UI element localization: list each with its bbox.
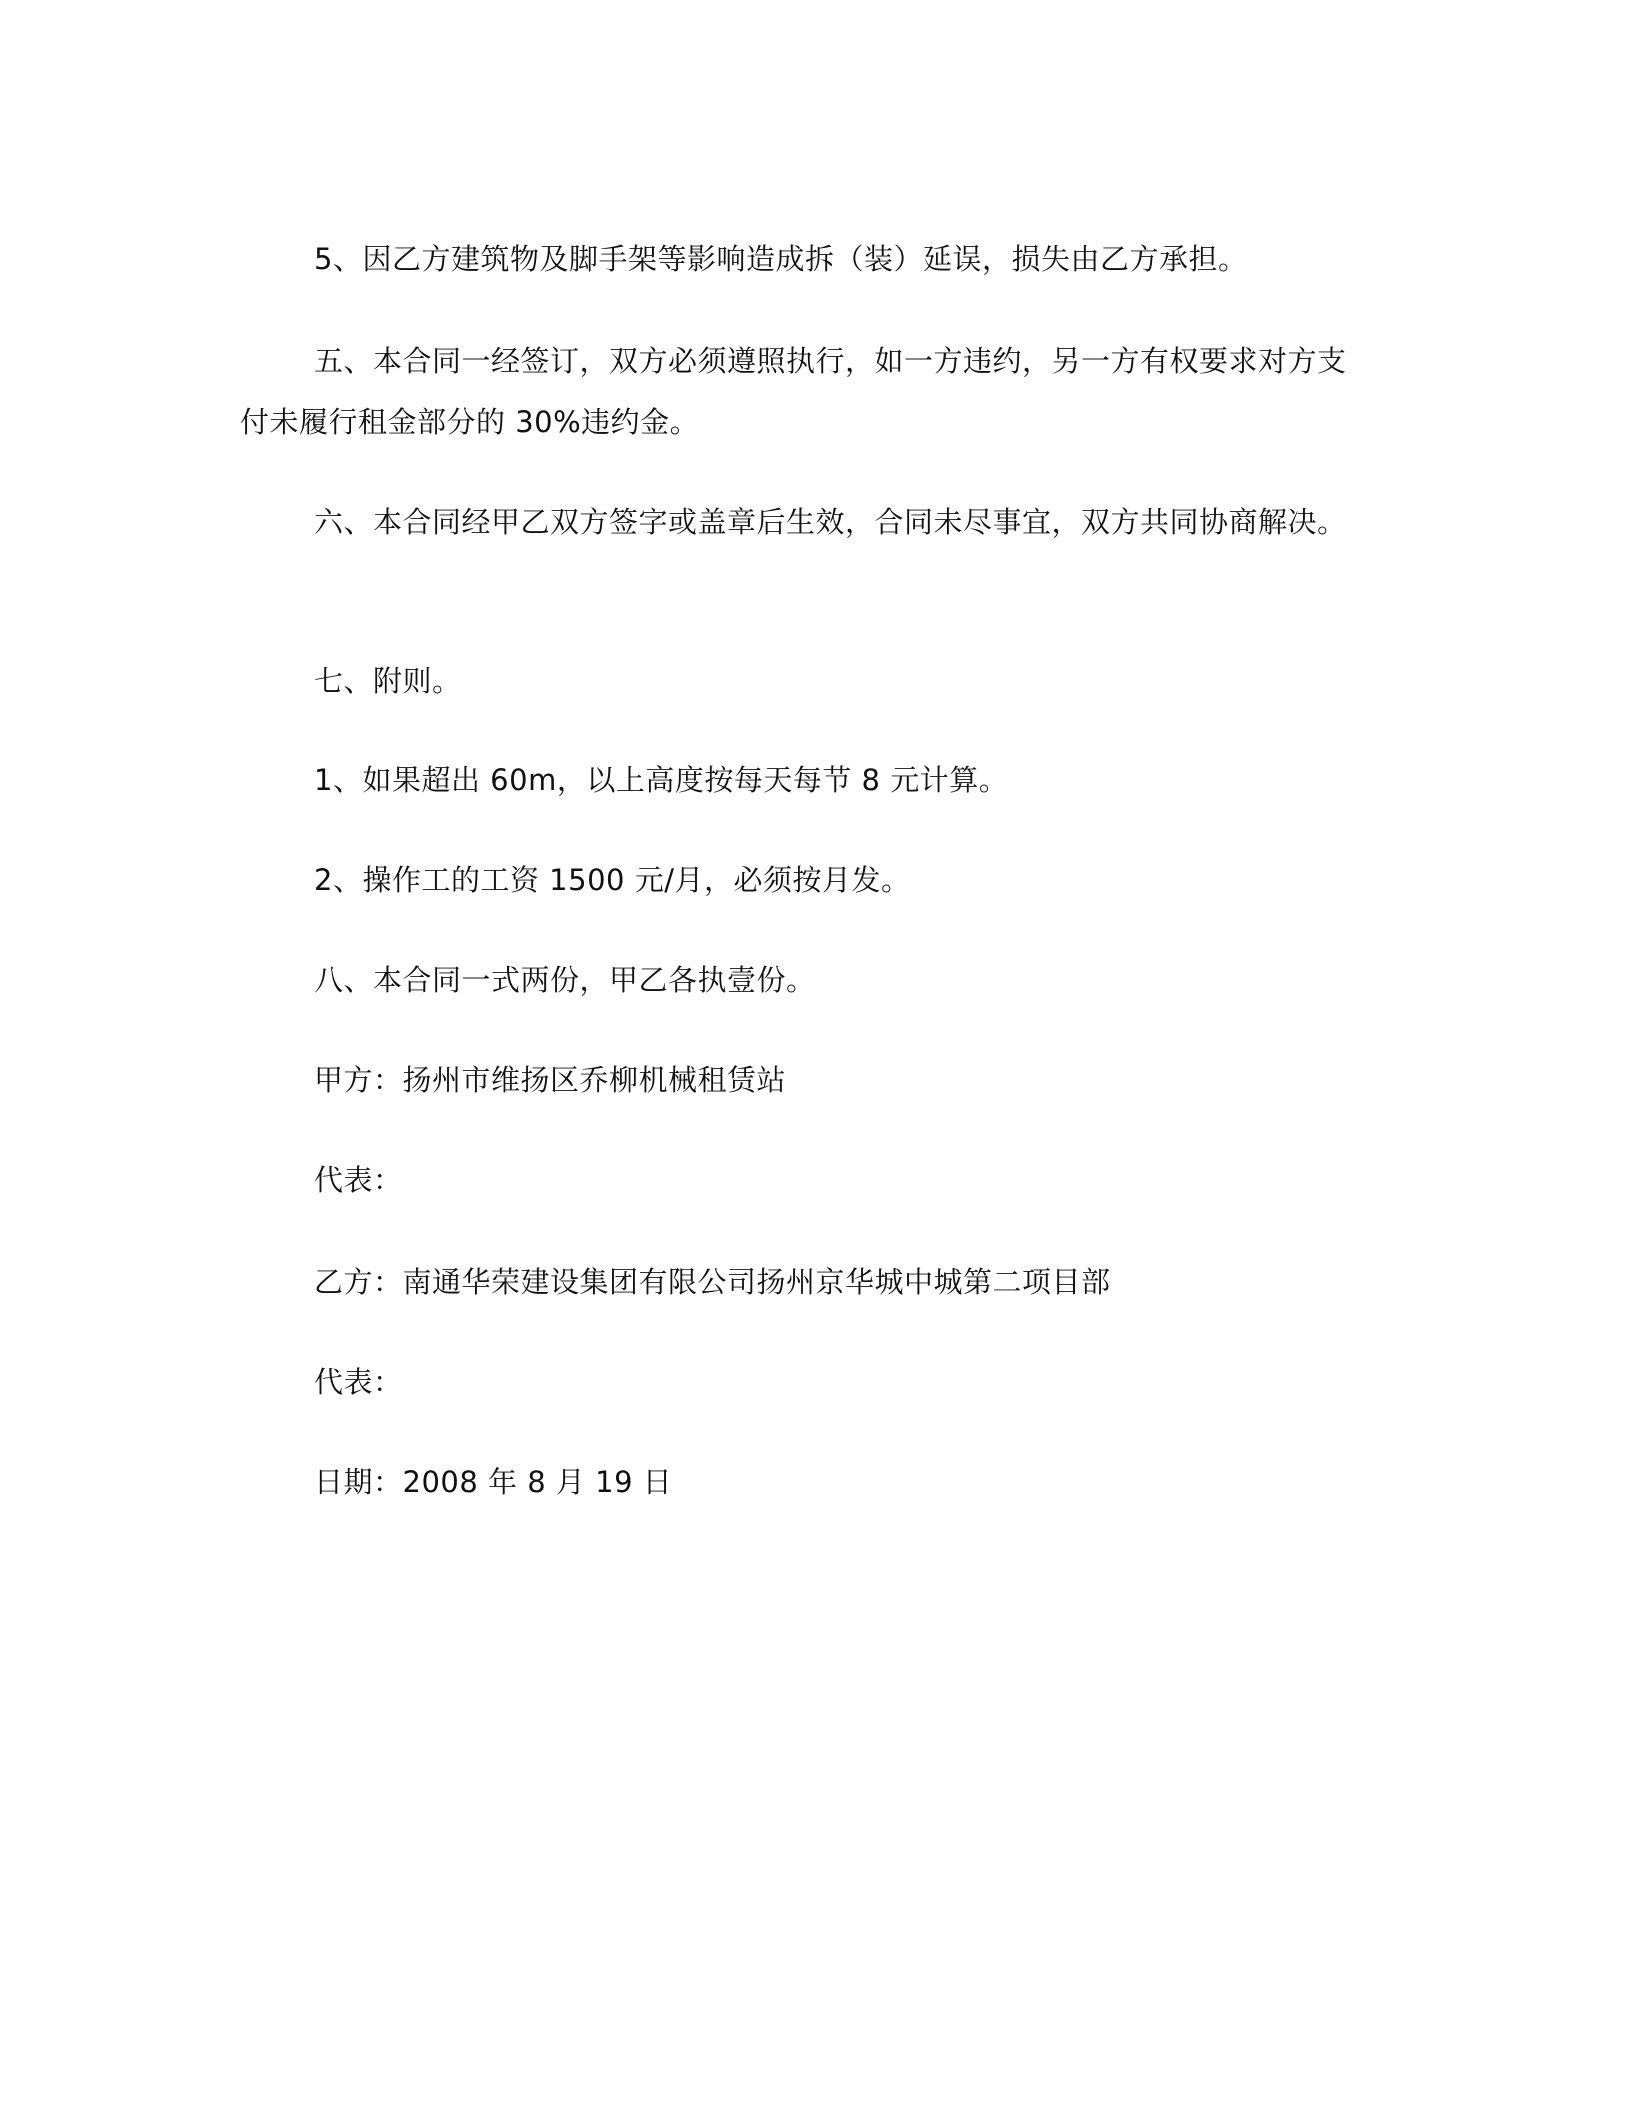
appendix-item-1: 1、如果超出 60m，以上高度按每天每节 8 元计算。 [314, 763, 1009, 797]
clause-seven-heading: 七、附则。 [314, 664, 462, 698]
party-a-representative: 代表： [314, 1163, 403, 1197]
appendix-item-2: 2、操作工的工资 1500 元/月，必须按月发。 [314, 863, 911, 897]
clause-eight-copies: 八、本合同一式两份，甲乙各执壹份。 [314, 963, 816, 997]
clause-five-breach-penalty: 五、本合同一经签订，双方必须遵照执行，如一方违约，另一方有权要求对方支付未履行租金部分的 30%违约金。 [240, 344, 1347, 439]
party-b: 乙方：南通华荣建设集团有限公司扬州京华城中城第二项目部 [314, 1265, 1111, 1299]
party-a: 甲方：扬州市维扬区乔柳机械租赁站 [314, 1063, 787, 1097]
signing-date: 日期：2008 年 8 月 19 日 [314, 1465, 673, 1499]
party-b-representative: 代表： [314, 1365, 403, 1399]
clause-5-delay-loss: 5、因乙方建筑物及脚手架等影响造成拆（装）延误，损失由乙方承担。 [314, 242, 1248, 276]
clause-six-effectiveness: 六、本合同经甲乙双方签字或盖章后生效，合同未尽事宜，双方共同协商解决。 [314, 505, 1347, 539]
